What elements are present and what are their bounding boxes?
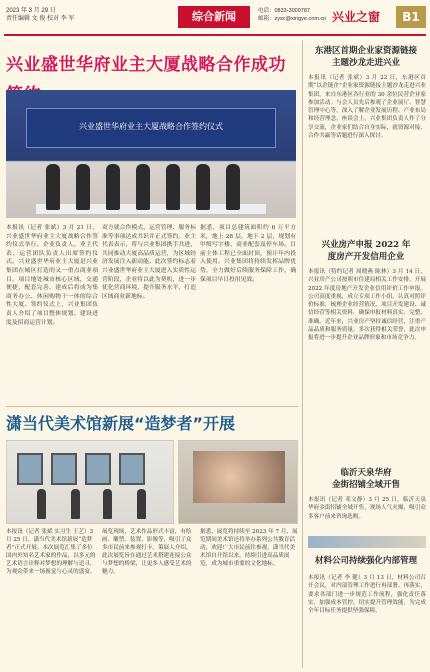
story3-title-line2: 金街招铺全域开售: [331, 480, 400, 490]
email: 邮箱：zysc@xingye.com.cn: [258, 16, 327, 22]
artwork-frame: [51, 453, 77, 485]
feature-headline: 潇当代美术馆新展“造梦者”开展: [6, 414, 236, 433]
feature-column-3: 据悉，展览将持续至 2023 年 7 月，展览期间美术馆还将举办系列公共教育活动，欢迎广大市民前往参观。潇当代美术馆自开馆以来，持续引进高品质展览，成为城市重要的文化地标。: [200, 529, 298, 567]
masthead-contact: [258, 7, 326, 23]
section-category: 综合新闻: [178, 6, 250, 28]
visitor-figure: [37, 489, 46, 519]
feature-column-2: 展览现场，艺术作品形式丰富，有绘画、雕塑、装置、影像等，吸引了众多市民前来参观打卡。策展人介绍，此次展览旨在通过艺术搭建连接公众与梦想的桥梁，让更多人感受艺术的魅力。: [102, 529, 192, 575]
date-line: 2023 年 3 月 29 日: [6, 8, 56, 14]
story3-title-line1: 临沂天泉华府: [340, 468, 392, 478]
person-figure: [76, 164, 90, 210]
story1-title-line2: 主题沙龙走进兴业: [331, 58, 400, 68]
story3-body: 本报讯（记者 邓文静）3 月 25 日，临沂天泉华府金街招铺全域开售，现场人气火爆，吸引众多客户前来咨询选购。: [308, 497, 426, 520]
story2-body: 本报讯（特约记者 周晓燕 陈林）3 月 14 日，兴业房产公司按照市住建局相关工作安排，开展 2022 年度房地产开发企业信用评价工作申报。公司高度重视，成立专项工作小组，认真对照评价标准，梳理企业经营情况、项目开发建设、诚信经营等相关资料，确保申报材料真实、完整、准确。近年来，兴业房产坚持诚信经营，注重产品品质和服务质量，多次获得相关荣誉，此次申报将进一步提升企业品牌形象和市场竞争力。: [308, 269, 426, 342]
exhibition-photo-1: [6, 440, 174, 524]
story4-body: 本报讯（记者 李 健）3 月 13 日，材料公司召开会议，对内部管理工作进行再部署、再落实，要求各部门进一步规范工作流程，强化责任落实，加强成本管控，切实提升管理效能，为完成全年目标任务提供坚强保障。: [308, 575, 426, 615]
person-figure: [106, 164, 120, 210]
person-figure: [166, 164, 180, 210]
lead-column-3: 据悉，项目总建筑面积约 6 万平方米，地上 28 层，地下 2 层，规划有甲级写字楼、商业配套及停车场。目前主体工程已全面封顶，预计年内投入使用。兴业集团将持续发挥品牌优势，全力做好后续服务保障工作，确保项目早日投用见效。: [200, 225, 296, 283]
telephone: 电话：0833-3009787: [258, 8, 310, 14]
lead-photo: [6, 90, 296, 218]
newspaper-logo: 兴业之窗: [332, 10, 381, 24]
photo-banner: [26, 108, 276, 148]
visitor-figure: [103, 489, 112, 519]
visitor-figure: [137, 489, 146, 519]
exhibition-photo-2: [178, 440, 298, 524]
person-figure: [196, 164, 210, 210]
masthead: [0, 0, 430, 44]
lead-headline: 兴业盛世华府业主大厦战略合作成功: [6, 55, 286, 75]
lead-column-2: 双方就合作模式、运营管理、服务标准等事项达成共识并正式签约。业主代表表示，将与兴业集团携手共进，共同推动大厦高品质运营，为区域经济发展注入新动能。此次签约标志着兴业盛世华府业主大厦进入实质性运营阶段，企业将以此为契机，进一步优化营商环境，提升服务水平，打造区域商业新地标。: [102, 225, 196, 300]
visitor-figure: [71, 489, 80, 519]
artwork-frame: [119, 453, 145, 485]
editor-line: 责任编辑 文 俊 校对 李 军: [6, 16, 75, 22]
story2-title-line2: 度房产开发信用企业: [327, 252, 405, 262]
person-figure: [46, 164, 60, 210]
artwork-display: [193, 451, 285, 503]
story3-photo: [308, 536, 426, 548]
masthead-rule: [4, 34, 426, 36]
story2-title-line1: 兴业房产申报 2022 年: [321, 240, 411, 250]
story1-title-line1: 东港区首期企业家资源链接: [314, 46, 417, 56]
column-divider: [302, 40, 303, 668]
lead-column-1: 本报讯（记者 张斌）3 月 21 日，兴业盛世华府业主大厦战略合作签约仪式举行。企业负责人、业主代表、运营团队负责人出席签约仪式。兴业盛世华府业主大厦是兴业集团在城区打造的又一重点商业项目。项目地处城市核心区域，交通便捷，配套完善，建成后将成为集商务办公、休闲购物于一体的综合性大厦。签约仪式上，兴业集团负责人介绍了项目整体规划、建设进度及招商运营计划。: [6, 225, 98, 326]
page-number: B1: [396, 6, 426, 28]
person-figure: [136, 164, 150, 210]
story1-body: 本报讯（记者 张斌）3 月 22 日，东港区首期“以企链企”企业家资源链接主题沙龙走进兴业集团。来自东港区各行业的 30 余位民营企业家参加活动。与会人员先后参观了企业展厅、智慧管理中心等，深入了解企业发展历程、产业布局和经营理念。座谈会上，兴业集团负责人作了分享交流，企业家们结合自身实际，就资源对接、合作共赢等话题进行深入探讨。: [308, 75, 426, 140]
artwork-frame: [85, 453, 111, 485]
photo-banner-text: 兴业盛世华府业主大厦战略合作签约仪式: [79, 122, 223, 131]
masthead-date: [6, 7, 74, 23]
artwork-frame: [17, 453, 43, 485]
section-divider: [6, 406, 298, 407]
person-figure: [226, 164, 240, 210]
story4-title: 材料公司持续强化内部管理: [314, 556, 417, 566]
feature-column-1: 本报讯（记者 张斌 实习生 王艺）3 月 25 日，潇当代美术馆新展“造梦者”正式开展。本次展览汇集了多位国内外知名艺术家的作品，以多元的艺术语言诠释对梦想的理解与追寻，为观众带来一场视觉与心灵的盛宴。: [6, 529, 96, 575]
